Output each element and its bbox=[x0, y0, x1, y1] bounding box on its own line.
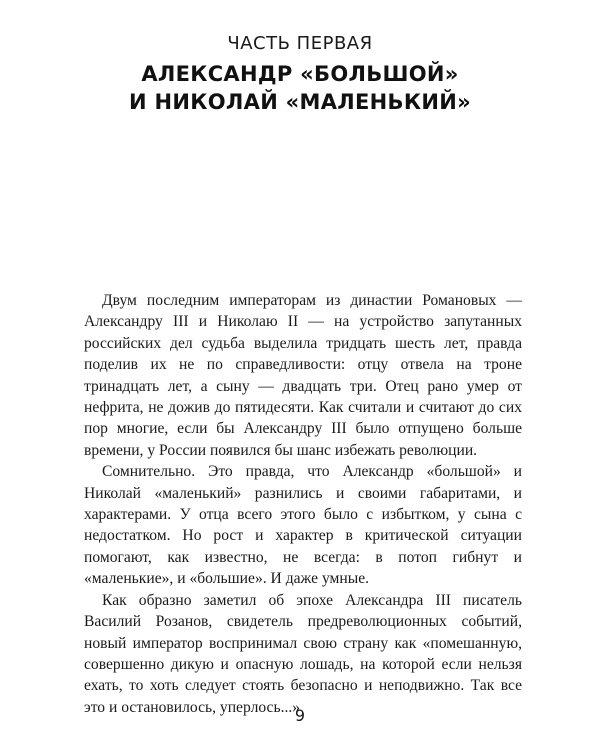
chapter-title-line-1: АЛЕКСАНДР «БОЛЬШОЙ» bbox=[141, 62, 459, 86]
paragraph-3: Как образно заметил об эпохе Александра III писатель Василий Розанов, свидетель предреволюционных событий, новый император воспринимал свою страну как «помешанную, совершенно дикую и опасную лошадь, на которой если нельзя ехать, то хоть следует стоять безопасно и неподвижно. Так все это и остановилось, уперлось...» bbox=[84, 591, 522, 716]
paragraph-2: Сомнительно. Это правда, что Александр «большой» и Николай «маленький» разнились и своими габаритами, и характерами. У отца всего этого было с избытком, у сына с недостатком. Но рост и характер в критической ситуации помогают, как известно, не всегда: в потоп гибнут и «маленькие», и «большие». И даже умные. bbox=[84, 463, 522, 588]
chapter-title-line-2: И НИКОЛАЙ «МАЛЕНЬКИЙ» bbox=[129, 90, 471, 114]
body-text bbox=[84, 290, 522, 718]
page-number: 9 bbox=[294, 706, 306, 725]
part-label: ЧАСТЬ ПЕРВАЯ bbox=[227, 33, 373, 54]
paragraph-1: Двум последним императорам из династии Романовых — Александру III и Николаю II — на устройство запутанных российских дел судьба выделила тридцать шесть лет, правда поделив их не по справедливости: отцу отвела на троне тринадцать лет, а сыну — двадцать три. Отец рано умер от нефрита, не дожив до пятидесяти. Как считали и считают до сих пор многие, если бы Александру III было отпущено больше времени, у России появился бы шанс избежать революции. bbox=[84, 292, 522, 459]
chapter-title bbox=[0, 60, 600, 116]
